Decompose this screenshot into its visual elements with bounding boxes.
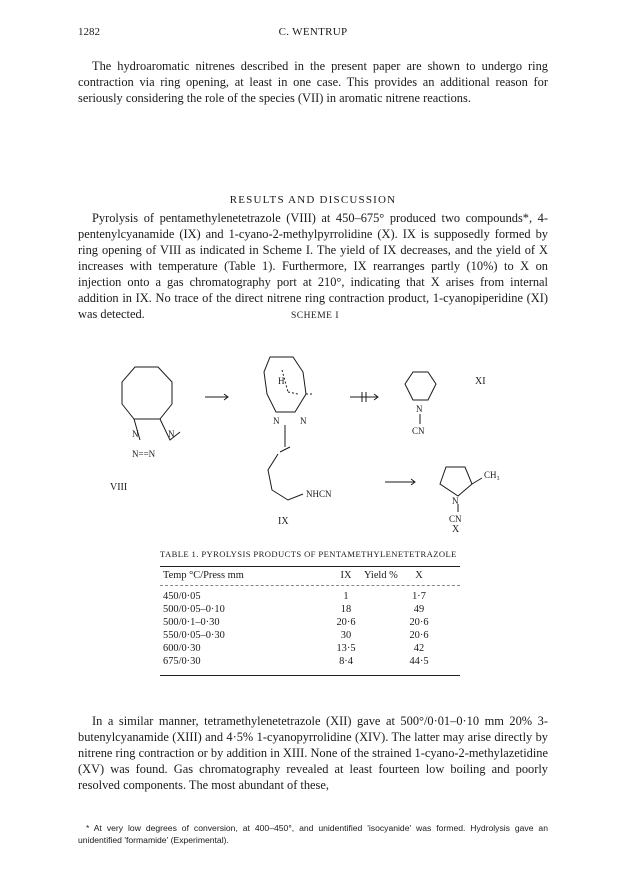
- footnote: * At very low degrees of conversion, at 400–450°, and unidentified 'isocyanide' was formed. Hydrolysis gave an unidentified 'formamide' (Experimental).: [78, 823, 548, 845]
- cell-ix: 8·4: [339, 656, 353, 667]
- header-temp: Temp °C/Press mm: [163, 570, 244, 581]
- xi-ring: [405, 372, 436, 400]
- label-ix: IX: [278, 516, 289, 527]
- n-atom: N: [168, 429, 175, 439]
- table-rule: [160, 585, 460, 586]
- similar-paragraph: In a similar manner, tetramethylenetetrazole (XII) gave at 500°/0·01–0·10 mm 20% 3-butenylcyanamide (XIII) and 4·5% 1-cyanopyrrolidine (XIV). The latter may arise directly by nitrene ring contraction or by addition in XIII. None of the strained 1-cyano-2-methylazetidine (XV) was found. Gas chromatography revealed at least fourteen low boiling and poorly resolved components. The most abundant of these,: [78, 714, 548, 792]
- ch3-group: CH₃: [484, 470, 500, 480]
- reaction-scheme: [110, 322, 530, 535]
- n-atom: N: [300, 416, 307, 426]
- viii-ring: [122, 367, 172, 419]
- cell-ix: 30: [340, 630, 352, 641]
- n-eq-n: N==N: [132, 449, 156, 459]
- cell-temp: 450/0·05: [163, 591, 201, 602]
- page-header: [78, 26, 548, 42]
- n-atom: N: [416, 404, 423, 414]
- table-header-row: [160, 567, 460, 585]
- header-ix: IX: [340, 570, 352, 581]
- nhcn-group: NHCN: [306, 489, 332, 499]
- n-atom: N: [273, 416, 280, 426]
- table-rule: [160, 675, 460, 676]
- n-atom: N: [452, 496, 459, 506]
- table-row: [160, 591, 460, 604]
- table-row: [160, 656, 460, 669]
- cell-temp: 675/0·30: [163, 656, 201, 667]
- label-viii: VIII: [110, 482, 128, 493]
- cell-x: 20·6: [409, 630, 429, 641]
- pyrolysis-table: [160, 566, 460, 676]
- cell-temp: 600/0·30: [163, 643, 201, 654]
- cell-x: 1·7: [412, 591, 426, 602]
- cell-ix: 13·5: [336, 643, 356, 654]
- x-ring: [440, 467, 472, 496]
- page-number: 1282: [78, 26, 100, 38]
- cell-x: 20·6: [409, 617, 429, 628]
- table-row: [160, 617, 460, 630]
- h-atom: H: [278, 376, 285, 386]
- cn-group: CN: [412, 426, 425, 436]
- cell-ix: 18: [340, 604, 352, 615]
- table-row: [160, 630, 460, 643]
- ix-chain: [268, 447, 303, 500]
- label-x: X: [452, 524, 460, 535]
- section-heading: RESULTS AND DISCUSSION: [229, 194, 397, 206]
- cell-ix: 20·6: [336, 617, 356, 628]
- intro-paragraph: The hydroaromatic nitrenes described in the present paper are shown to undergo ring contraction via ring opening, at least in one case. This provides an additional reason for seriously considering the role of the species (VII) in aromatic nitrene reactions.: [78, 59, 548, 105]
- table-row: [160, 604, 460, 617]
- n-atom: N: [132, 429, 139, 439]
- cell-temp: 550/0·05–0·30: [163, 630, 225, 641]
- cell-temp: 500/0·05–0·10: [163, 604, 225, 615]
- results-paragraph: Pyrolysis of pentamethylenetetrazole (VIII) at 450–675° produced two compounds*, 4-pentenylcyanamide (IX) and 1-cyano-2-methylpyrrolidine (X). IX is supposedly formed by ring opening of VIII as indicated in Scheme I. The yield of IX decreases, and the yield of X increases with temperature (Table 1). Furthermore, IX rearranges partly (10%) to X on injection onto a gas chromatography port at 210°, indicating that X arises from internal addition in IX. No trace of the direct nitrene ring contraction product, 1-cyanopiperidine (XI) was detected.: [78, 211, 548, 321]
- header-yield: Yield %: [364, 570, 398, 581]
- cell-x: 42: [413, 643, 425, 654]
- table-caption: TABLE 1. PYROLYSIS PRODUCTS OF PENTAMETHYLENETETRAZOLE: [160, 549, 457, 559]
- label-xi: XI: [475, 376, 486, 387]
- cell-x: 49: [413, 604, 425, 615]
- running-head: C. WENTRUP: [278, 26, 348, 38]
- scheme-title: SCHEME I: [290, 311, 340, 321]
- cell-x: 44·5: [409, 656, 429, 667]
- table-row: [160, 643, 460, 656]
- header-x: X: [415, 570, 423, 581]
- cell-ix: 1: [343, 591, 349, 602]
- intermediate-ring: [264, 357, 306, 412]
- cell-temp: 500/0·1–0·30: [163, 617, 220, 628]
- cn-group: CN: [449, 514, 462, 524]
